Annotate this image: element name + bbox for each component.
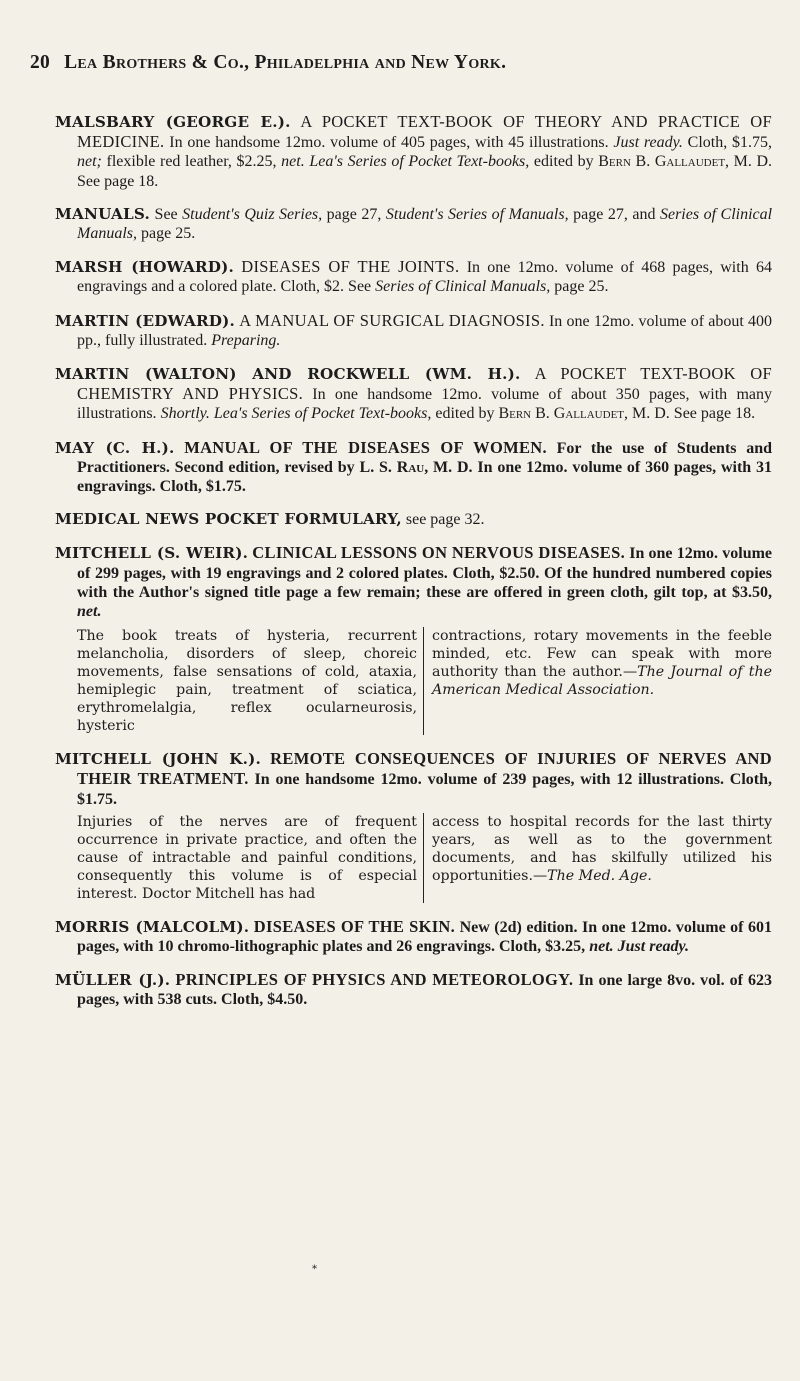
page-number: 20 <box>30 52 51 73</box>
entry-mitchell-john <box>55 749 772 809</box>
entry-text: In one 12mo. volume of 299 pages, with 19 engravings and 2 colored plates. Cloth, $2.50. Of the hundred numbered copies with the Author's signed title page a few remain; these are offered in green cloth, gilt top, at $3.50, <box>77 545 773 601</box>
entry-text: see page 32. <box>405 511 485 529</box>
running-head <box>30 52 790 74</box>
entry-net: net. <box>77 603 102 621</box>
review-column-right <box>424 813 772 903</box>
entry-text: In one handsome 12mo. volume of about 350 pages, with many illustrations. <box>77 386 772 423</box>
entry-text: In one 12mo. volume of 468 pages, with 64 engravings and a colored plate. Cloth, $2. See <box>77 259 772 296</box>
entry-editor: Bern B. Gallaudet, M. D. <box>598 153 773 171</box>
entry-title: MANUAL OF THE DISEASES OF WOMEN. <box>184 437 547 457</box>
entry-heading: MAY (C. H.). <box>55 438 175 457</box>
entry-text: In one handsome 12mo. volume of 405 pages, with 45 illustrations. <box>169 134 609 152</box>
entry-text: See page 18. <box>77 172 159 190</box>
printer-mark: * <box>312 1264 317 1275</box>
entry-heading: MANUALS. <box>55 204 151 223</box>
entry-may <box>55 438 772 497</box>
review-column-left <box>77 813 424 903</box>
entry-morris <box>55 917 772 956</box>
entry-text: page 27, <box>326 205 382 223</box>
review-text: access to hospital records for the last thirty years, as well as to the government documents, and has skilfully utilized his opportunities.— <box>432 813 772 884</box>
publisher-line: Lea Brothers & Co., Philadelphia and New York. <box>64 52 507 73</box>
entry-text: See <box>154 205 178 223</box>
entry-editor: Bern B. Gallaudet, M. D. <box>498 405 670 423</box>
review-mitchell-john <box>77 813 772 903</box>
entry-text: page 25. <box>554 278 609 296</box>
entry-text: In one 12mo. volume of about 400 pp., fully illustrated. <box>77 312 773 349</box>
entry-heading: MARSH (HOWARD). <box>55 258 234 277</box>
entry-heading: MORRIS (MALCOLM). <box>55 917 250 936</box>
entry-text: flexible red leather, $2.25, <box>106 153 277 171</box>
entry-status: Shortly. <box>160 405 210 423</box>
entry-heading: MITCHELL (JOHN K.). <box>55 750 262 769</box>
entry-title: REMOTE CONSEQUENCES OF INJURIES OF NERVES AND THEIR TREATMENT. <box>77 749 772 789</box>
entry-text: For the use of Students and Practitioners. Second edition, revised by <box>77 439 773 476</box>
entry-heading: MALSBARY (GEORGE E.). <box>55 113 291 131</box>
catalog-entries <box>55 112 772 1024</box>
entry-text: New (2d) edition. In one 12mo. volume of 601 pages, with 10 chromo-lithographic plates and 26 engravings. Cloth, $3.25, <box>77 918 773 956</box>
review-text: Injuries of the nerves are of frequent occurrence in private practice, and often the cause of intractable and painful conditions, consequently this volume is of especial interest. Doctor Mitchell has had <box>77 813 417 902</box>
review-column-right <box>424 627 772 735</box>
entry-text: edited by <box>533 153 594 171</box>
entry-muller <box>55 970 772 1009</box>
entry-series: Lea's Series of Pocket Text-books, <box>309 153 530 171</box>
entry-text: page 27, and <box>573 205 656 223</box>
entry-title: DISEASES OF THE SKIN. <box>253 916 456 936</box>
entry-martin-edward <box>55 311 772 350</box>
entry-text: edited by <box>435 405 495 423</box>
entry-manuals <box>55 205 772 243</box>
entry-text: page 25. <box>141 225 196 243</box>
entry-mitchell-weir <box>55 543 772 621</box>
entry-text: Cloth, $1.75, <box>687 134 772 152</box>
entry-title: A MANUAL OF SURGICAL DIAGNOSIS. <box>239 310 545 330</box>
entry-martin-rockwell <box>55 364 772 424</box>
entry-series: Lea's Series of Pocket Text-books, <box>213 405 432 423</box>
entry-text: See page 18. <box>673 405 756 423</box>
review-source: The Med. Age. <box>547 867 652 884</box>
entry-marsh <box>55 257 772 296</box>
entry-net: net. <box>281 153 305 171</box>
entry-text: In one handsome 12mo. volume of 239 pages, with 12 illustrations. Cloth, $1.75. <box>77 771 773 808</box>
entry-title: PRINCIPLES OF PHYSICS AND METEOROLOGY. <box>175 970 574 990</box>
entry-text: In one large 8vo. vol. of 623 pages, with 538 cuts. Cloth, $4.50. <box>77 972 773 1009</box>
entry-series: Series of Clinical Manuals, <box>77 205 773 243</box>
entry-series: Series of Clinical Manuals, <box>375 278 551 296</box>
review-source: The Journal of the American Medical Association. <box>432 664 772 699</box>
review-mitchell-weir <box>77 627 772 735</box>
entry-medical-news-formulary <box>55 510 772 529</box>
entry-text: In one 12mo. volume of 360 pages, with 31 engravings. Cloth, $1.75. <box>77 458 773 496</box>
entry-series: Student's Series of Manuals, <box>385 205 569 223</box>
entry-status: Just ready. <box>613 134 683 152</box>
entry-series: Student's Quiz Series, <box>182 205 323 223</box>
review-text: The book treats of hysteria, recurrent melancholia, disorders of sleep, choreic movements, false sensations of cold, ataxia, hemiplegic pain, treatment of sciatica, erythromelalgia, reflex ocularneurosis, hysteric <box>77 628 417 735</box>
entry-title: CLINICAL LESSONS ON NERVOUS DISEASES. <box>252 543 626 563</box>
review-text: contractions, rotary movements in the feeble minded, etc. Few can speak with more authority than the author.— <box>432 628 772 681</box>
entry-status: Preparing. <box>211 331 281 349</box>
entry-heading: MITCHELL (S. WEIR). <box>55 544 249 563</box>
entry-reviser: L. S. Rau, M. D. <box>359 458 473 476</box>
entry-title: DISEASES OF THE JOINTS. <box>241 257 460 277</box>
entry-heading: MARTIN (WALTON) AND ROCKWELL (WM. H.). <box>55 365 521 384</box>
review-column-left <box>77 627 424 735</box>
entry-title: A POCKET TEXT-BOOK OF THEORY AND PRACTICE OF MEDICINE. <box>77 112 772 152</box>
entry-net: net; <box>77 153 102 171</box>
entry-heading: MARTIN (EDWARD). <box>55 311 236 330</box>
entry-title: A POCKET TEXT-BOOK OF CHEMISTRY AND PHYSICS. <box>77 364 772 404</box>
entry-heading: MÜLLER (J.). <box>55 971 171 990</box>
entry-heading: MEDICAL NEWS POCKET FORMULARY, <box>55 510 402 529</box>
entry-net: net. <box>589 938 614 956</box>
entry-malsbary <box>55 112 772 191</box>
entry-status: Just ready. <box>617 938 690 956</box>
